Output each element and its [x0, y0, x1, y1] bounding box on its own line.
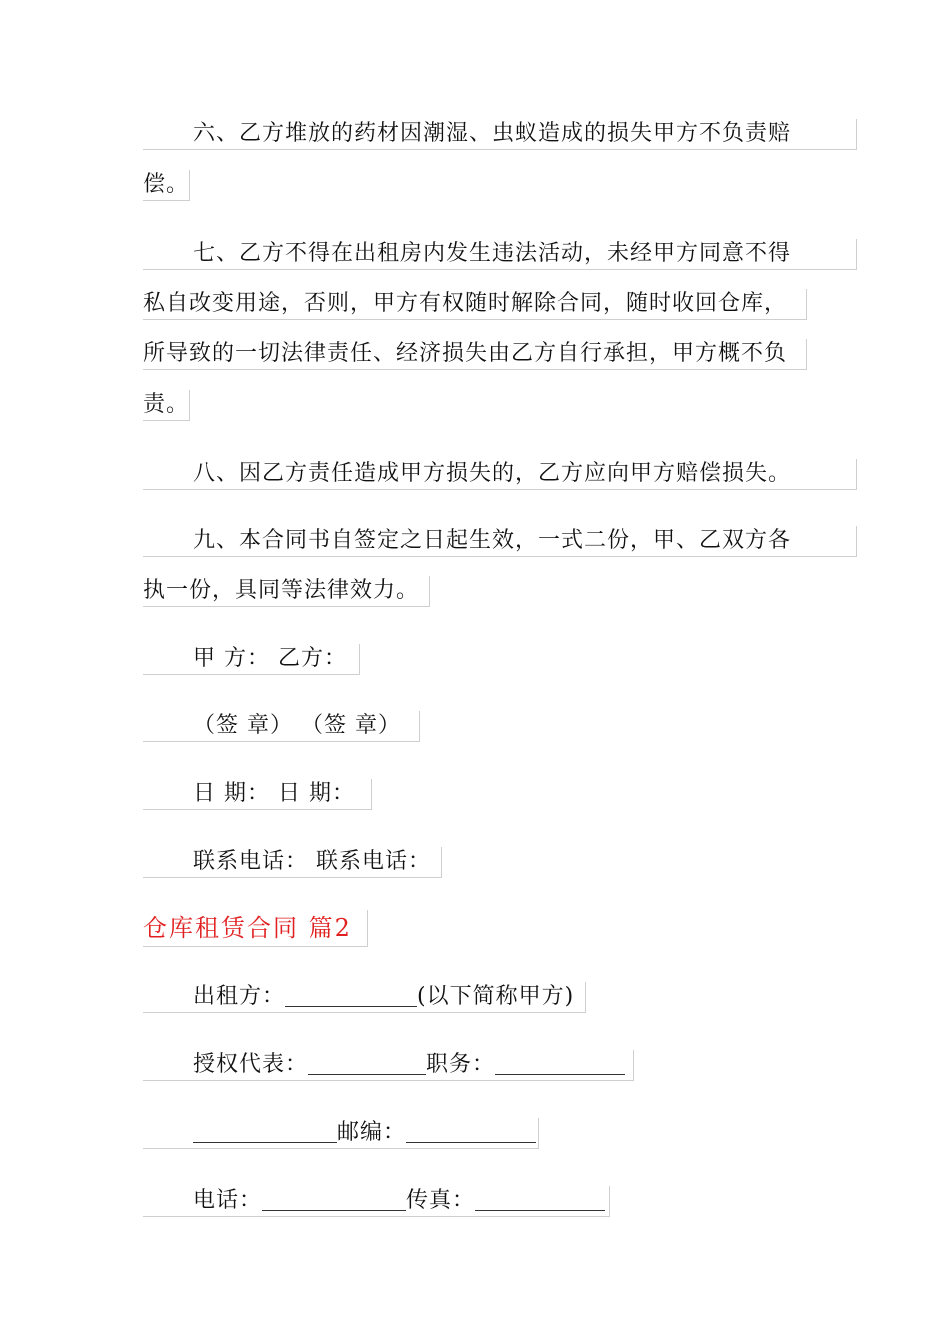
representative-label: 授权代表： [193, 1052, 309, 1077]
lessor-blank [285, 984, 417, 1007]
title-label: 职务： [426, 1052, 496, 1077]
clause-6-line-1: 六、乙方堆放的药材因潮湿、虫蚁造成的损失甲方不负责赔 [143, 119, 857, 150]
signature-parties: 甲 方： 乙方： [143, 644, 360, 675]
representative-blank [308, 1052, 426, 1075]
title-blank [495, 1052, 625, 1075]
clause-7-line-4: 责。 [143, 390, 190, 421]
postcode-line [143, 1118, 539, 1149]
address-blank [193, 1120, 337, 1143]
signature-date: 日 期： 日 期： [143, 779, 372, 810]
signature-phone: 联系电话： 联系电话： [143, 847, 442, 878]
fax-blank [475, 1188, 605, 1211]
clause-9-line-1: 九、本合同书自签定之日起生效，一式二份，甲、乙双方各 [143, 526, 857, 557]
postcode-blank [406, 1120, 536, 1143]
lessor-line [143, 982, 586, 1013]
clause-6-line-2: 偿。 [143, 170, 190, 201]
signature-seal: （签 章） （签 章） [143, 711, 420, 742]
clause-7-line-3: 所导致的一切法律责任、经济损失由乙方自行承担，甲方概不负 [143, 339, 807, 370]
clause-7-line-2: 私自改变用途，否则，甲方有权随时解除合同，随时收回仓库， [143, 289, 807, 320]
tel-label: 电话： [193, 1188, 263, 1213]
clause-7-line-1: 七、乙方不得在出租房内发生违法活动，未经甲方同意不得 [143, 239, 857, 270]
tel-blank [262, 1188, 406, 1211]
clause-9-line-2: 执一份，具同等法律效力。 [143, 576, 430, 607]
fax-label: 传真： [406, 1188, 476, 1213]
clause-8-line-1: 八、因乙方责任造成甲方损失的，乙方应向甲方赔偿损失。 [143, 459, 857, 490]
lessor-label: 出租方： [193, 984, 286, 1009]
postcode-label: 邮编： [337, 1120, 407, 1145]
representative-line [143, 1050, 634, 1081]
lessor-suffix: (以下简称甲方) [417, 984, 575, 1009]
contract-2-heading: 仓库租赁合同 篇2 [143, 910, 368, 947]
tel-fax-line [143, 1186, 610, 1217]
